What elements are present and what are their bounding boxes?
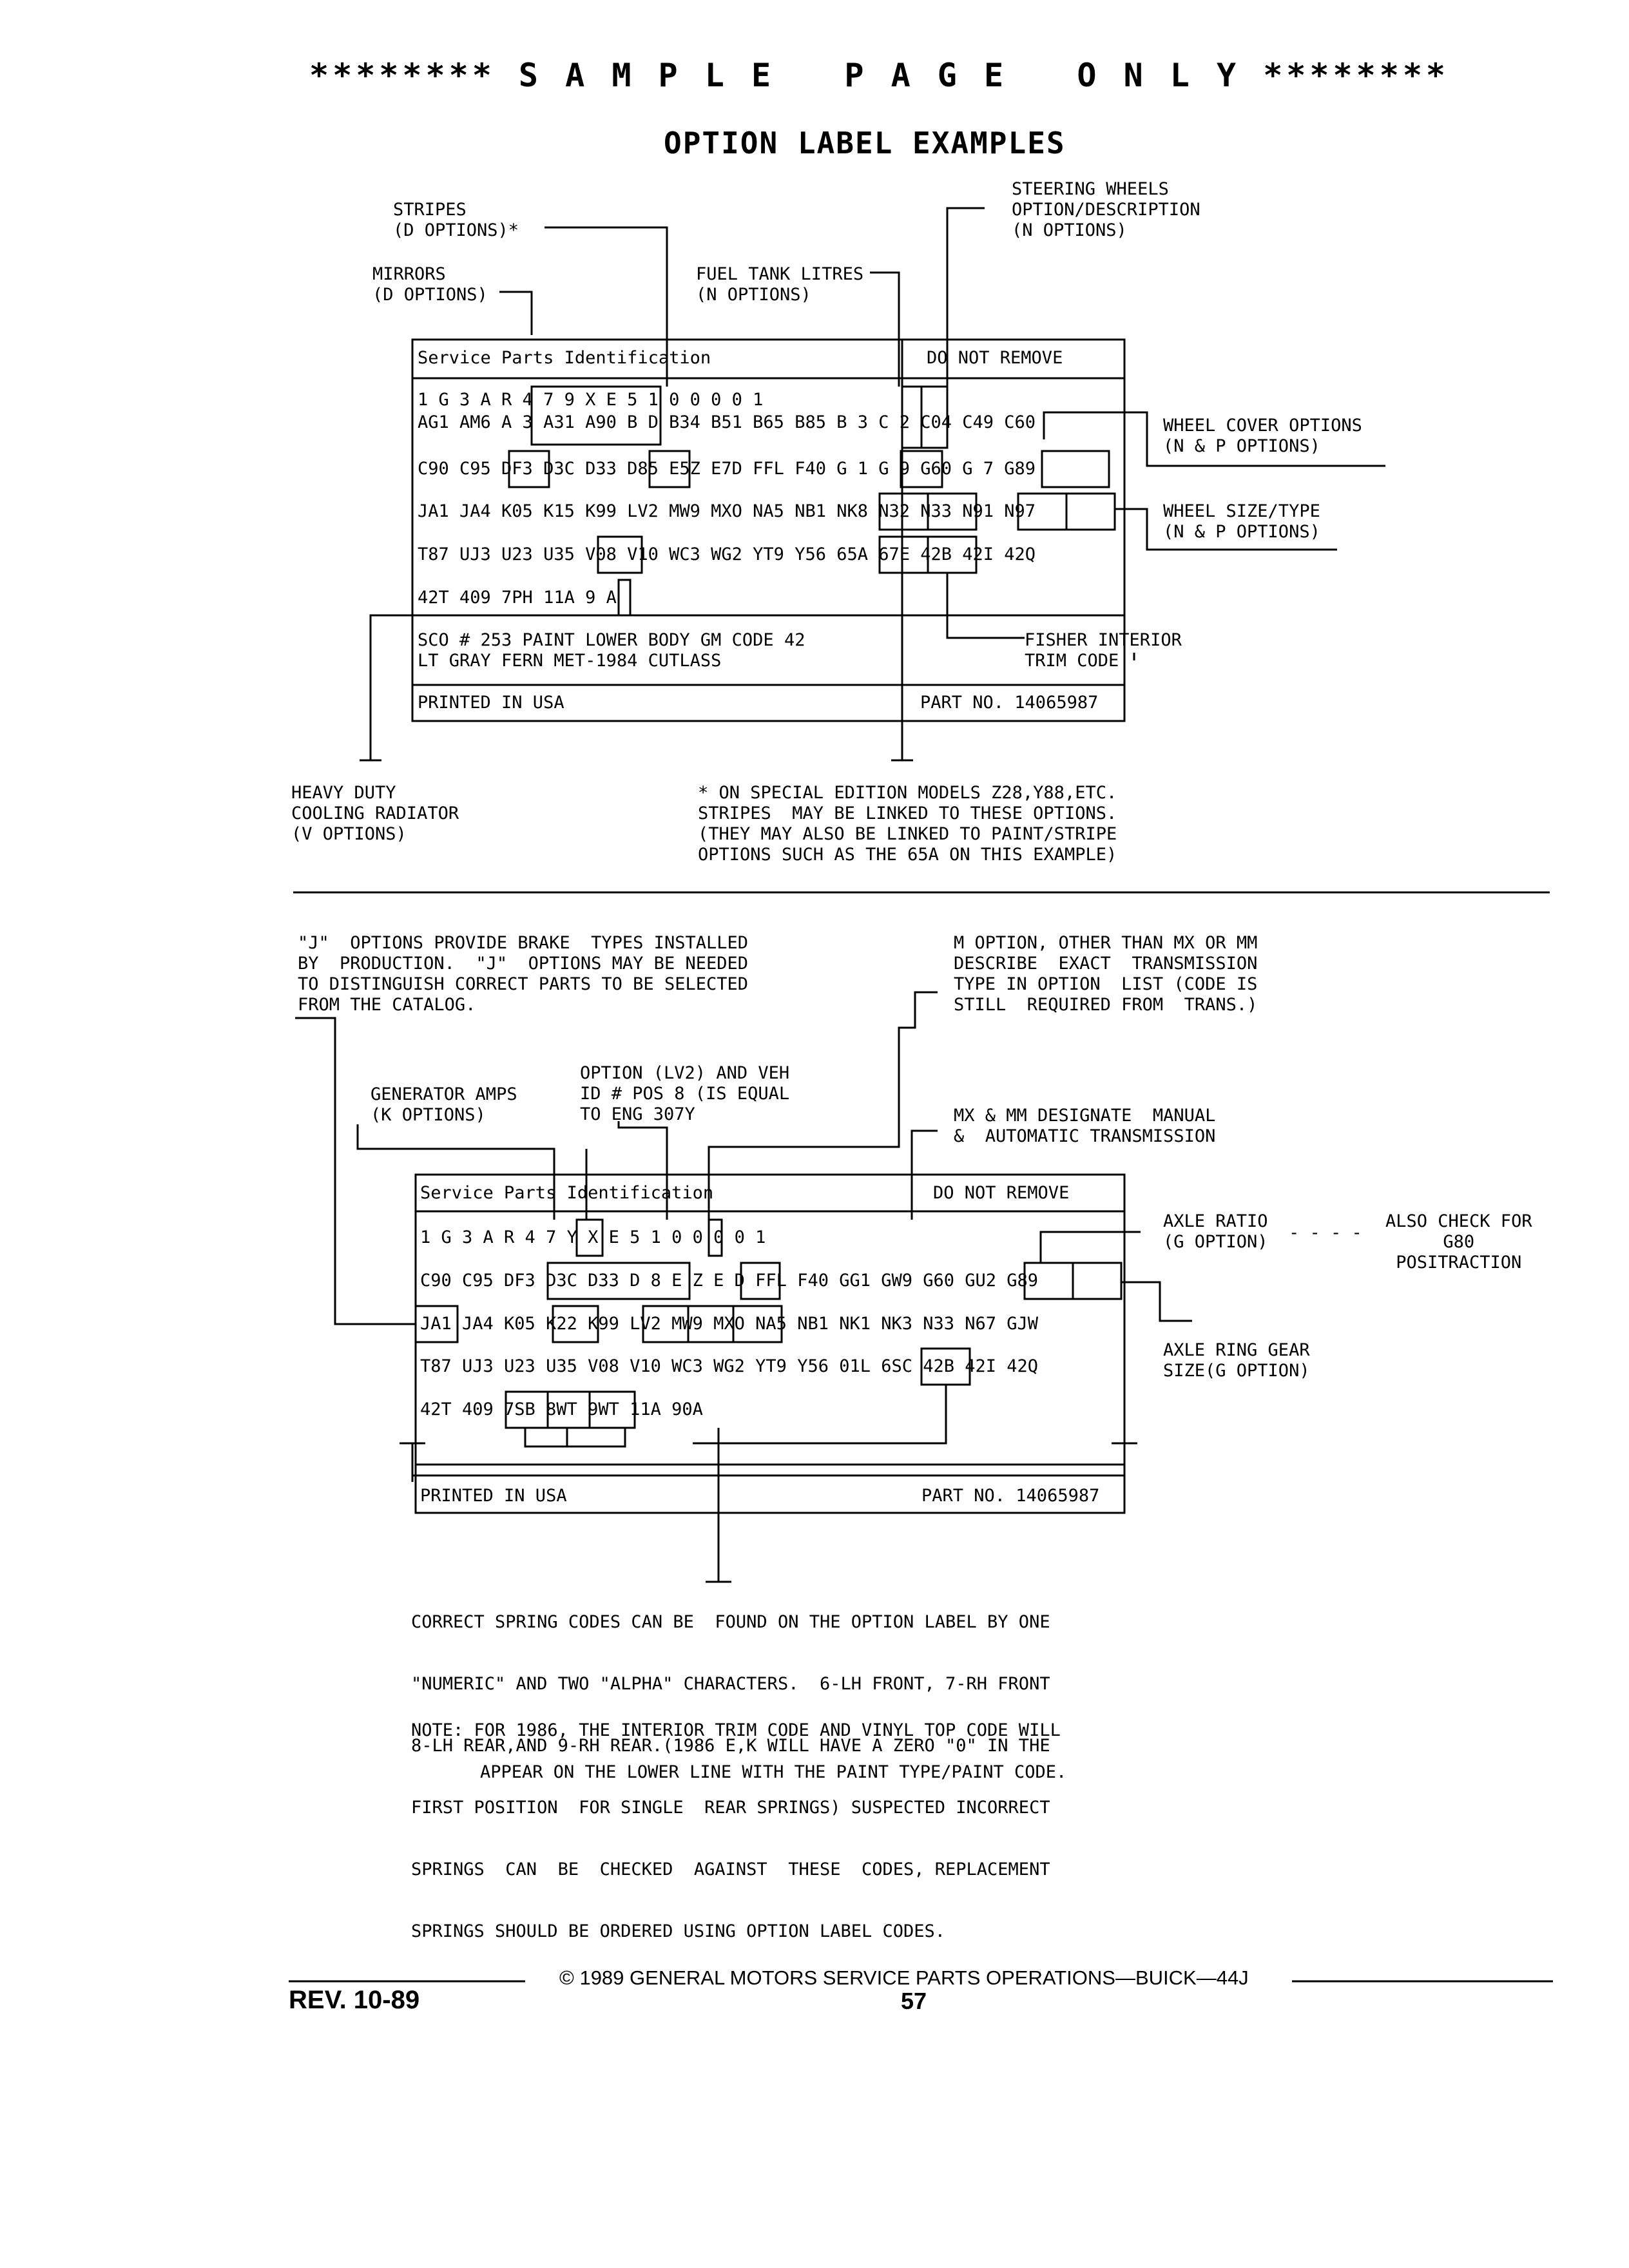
bottom-label-header-right: DO NOT REMOVE: [933, 1183, 1070, 1203]
lv2-option-callout: OPTION (LV2) AND VEH ID # POS 8 (IS EQUAL TO ENG 307Y: [580, 1063, 790, 1124]
axle-ratio-callout: AXLE RATIO (G OPTION): [1163, 1211, 1268, 1252]
j-options-callout: "J" OPTIONS PROVIDE BRAKE TYPES INSTALLED BY PRODUCTION. "J" OPTIONS MAY BE NEEDED TO DISTINGUISH CORRECT PARTS TO BE SELECTED FROM THE CATALOG.: [298, 933, 748, 1015]
special-edition-note: * ON SPECIAL EDITION MODELS Z28,Y88,ETC. STRIPES MAY BE LINKED TO THESE OPTIONS. (THEY MAY ALSO BE LINKED TO PAINT/STRIPE OPTIONS SUCH AS THE 65A ON THIS EXAMPLE): [698, 783, 1117, 865]
top-label-footer-left: PRINTED IN USA: [418, 693, 564, 713]
bottom-label-row: 1 G 3 A R 4 7 Y X E 5 1 0 0 0 0 1: [420, 1227, 766, 1247]
steering-wheels-callout: STEERING WHEELS OPTION/DESCRIPTION (N OPTIONS): [1012, 179, 1200, 240]
note-1986-line1: NOTE: FOR 1986, THE INTERIOR TRIM CODE AND VINYL TOP CODE WILL: [411, 1720, 1061, 1740]
top-label-row: 1 G 3 A R 4 7 9 X E 5 1 0 0 0 0 1: [418, 390, 764, 410]
top-label-row: C90 C95 DF3 D3C D33 D85 E5Z E7D FFL F40 G 1 G 9 G60 G 7 G89: [418, 459, 1036, 479]
revision-mark: REV. 10-89: [289, 1986, 420, 2014]
page-number: 57: [901, 1988, 927, 2014]
mirrors-callout: MIRRORS (D OPTIONS): [372, 264, 488, 305]
heavy-duty-callout: HEAVY DUTY COOLING RADIATOR (V OPTIONS): [291, 783, 459, 844]
also-check-callout: ALSO CHECK FOR G80 POSITRACTION: [1385, 1211, 1532, 1273]
top-label-row: AG1 AM6 A 3 A31 A90 B D B34 B51 B65 B85 B 3 C 2 C04 C49 C60: [418, 412, 1036, 432]
bottom-label-row: JA1 JA4 K05 K22 K99 LV2 MW9 MXO NA5 NB1 NK1 NK3 N33 N67 GJW: [420, 1314, 1039, 1334]
top-label-header-right: DO NOT REMOVE: [927, 348, 1063, 368]
spring-codes-note: CORRECT SPRING CODES CAN BE FOUND ON THE OPTION LABEL BY ONE "NUMERIC" AND TWO "ALPHA" CHARACTERS. 6-LH FRONT, 7-RH FRONT 8-LH REAR,AND 9-RH REAR.(1986 E,K WILL HAVE A ZERO "0" IN THE FIRST POSITION FOR SINGLE REAR SPRINGS) SUSPECTED INCORRECT SPRINGS CAN BE CHECKED AGAINST THESE CODES, REPLACEMENT SPRINGS SHOULD BE ORDERED USING OPTION LABEL CODES.: [411, 1612, 1050, 1941]
page-title: OPTION LABEL EXAMPLES: [664, 126, 1066, 160]
generator-amps-callout: GENERATOR AMPS (K OPTIONS): [371, 1084, 517, 1125]
bottom-label-footer-right: PART NO. 14065987: [921, 1486, 1100, 1506]
axle-ratio-dashes: - - - -: [1289, 1223, 1362, 1243]
fuel-tank-callout: FUEL TANK LITRES (N OPTIONS): [696, 264, 864, 305]
wheel-cover-callout: WHEEL COVER OPTIONS (N & P OPTIONS): [1163, 416, 1362, 456]
stripes-callout: STRIPES (D OPTIONS)*: [393, 200, 519, 240]
fisher-interior-callout: FISHER INTERIOR TRIM CODE: [1025, 630, 1182, 671]
top-label-row: T87 UJ3 U23 U35 V08 V10 WC3 WG2 YT9 Y56 65A 67E 42B 42I 42Q: [418, 544, 1036, 564]
copyright-line: © 1989 GENERAL MOTORS SERVICE PARTS OPERATIONS—BUICK—44J: [559, 1966, 1249, 1989]
top-label-footer-right: PART NO. 14065987: [920, 693, 1099, 713]
bottom-label-row: T87 UJ3 U23 U35 V08 V10 WC3 WG2 YT9 Y56 01L 6SC 42B 42I 42Q: [420, 1356, 1039, 1376]
sample-banner: ******** S A M P L E P A G E O N L Y ********: [309, 57, 1450, 94]
note-1986-line2: APPEAR ON THE LOWER LINE WITH THE PAINT TYPE/PAINT CODE.: [480, 1762, 1067, 1782]
axle-ring-gear-callout: AXLE RING GEAR SIZE(G OPTION): [1163, 1340, 1310, 1381]
bottom-label-frame: [416, 1175, 1124, 1513]
m-option-callout: M OPTION, OTHER THAN MX OR MM DESCRIBE EXACT TRANSMISSION TYPE IN OPTION LIST (CODE IS STILL REQUIRED FROM TRANS.): [954, 933, 1258, 1015]
top-label-header-left: Service Parts Identification: [418, 348, 711, 368]
bottom-label-row: C90 C95 DF3 D3C D33 D 8 E Z E D FFL F40 GG1 GW9 G60 GU2 G89: [420, 1271, 1039, 1291]
bottom-label-footer-left: PRINTED IN USA: [420, 1486, 567, 1506]
bottom-label-header-left: Service Parts Identification: [420, 1183, 714, 1203]
bottom-label-row: 42T 409 7SB 8WT 9WT 11A 90A: [420, 1399, 703, 1419]
top-label-row: 42T 409 7PH 11A 9 A: [418, 588, 617, 608]
mx-mm-callout: MX & MM DESIGNATE MANUAL & AUTOMATIC TRANSMISSION: [954, 1106, 1216, 1146]
top-label-row: JA1 JA4 K05 K15 K99 LV2 MW9 MXO NA5 NB1 NK8 N32 N33 N91 N97: [418, 501, 1036, 521]
top-label-sco: SCO # 253 PAINT LOWER BODY GM CODE 42 LT GRAY FERN MET-1984 CUTLASS: [418, 630, 805, 671]
wheel-size-callout: WHEEL SIZE/TYPE (N & P OPTIONS): [1163, 501, 1320, 542]
